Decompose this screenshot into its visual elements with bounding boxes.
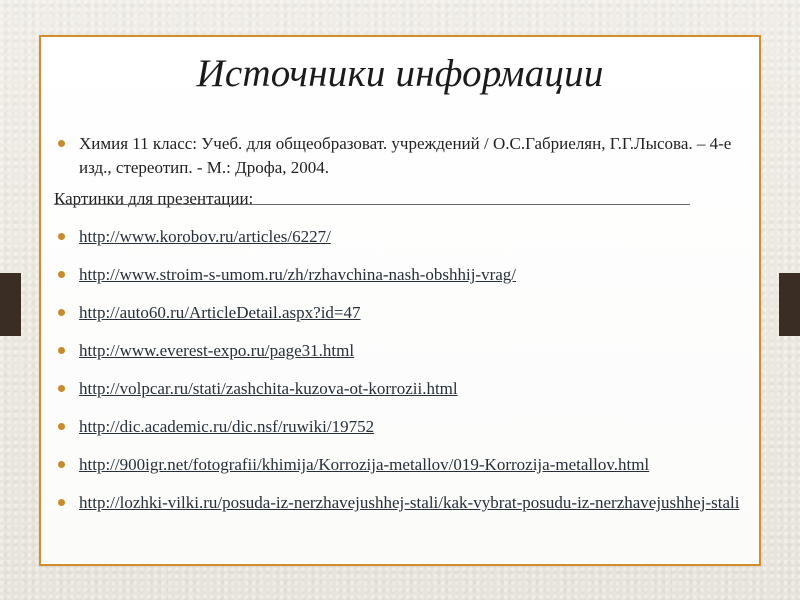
link-item: [54, 377, 758, 401]
link-item: [54, 263, 758, 287]
source-link[interactable]: http://900igr.net/fotografii/khimija/Korrozija-metallov/019-Korrozija-metallov.html: [79, 455, 650, 474]
slide-content: [54, 132, 758, 529]
links-list: [54, 225, 758, 515]
right-side-bar: [779, 273, 800, 336]
link-item: [54, 415, 758, 439]
source-item: [54, 132, 758, 180]
source-link[interactable]: http://www.stroim-s-umom.ru/zh/rzhavchina-nash-obshhij-vrag/: [79, 265, 517, 284]
link-item: [54, 225, 758, 249]
bullet-icon: [58, 461, 65, 468]
bullet-icon: [58, 499, 65, 506]
bullet-icon: [58, 309, 65, 316]
bullet-icon: [58, 385, 65, 392]
source-link[interactable]: http://auto60.ru/ArticleDetail.aspx?id=47: [79, 303, 361, 322]
slide-title: Источники информации: [196, 52, 604, 95]
link-item: [54, 339, 758, 363]
link-item: [54, 491, 758, 515]
source-text: Химия 11 класс: Учеб. для общеобразоват. учреждений / О.С.Габриелян, Г.Г.Лысова. – 4-е изд., стереотип. - М.: Дрофа, 2004.: [79, 134, 732, 177]
slide-frame: [39, 35, 761, 566]
bullet-icon: [58, 423, 65, 430]
bullet-icon: [58, 233, 65, 240]
link-item: [54, 301, 758, 325]
pictures-subheading: [54, 189, 758, 209]
bullet-icon: [58, 140, 65, 147]
bullet-icon: [58, 347, 65, 354]
left-side-bar: [0, 273, 21, 336]
source-link[interactable]: http://www.korobov.ru/articles/6227/: [79, 227, 331, 246]
bullet-icon: [58, 271, 65, 278]
source-link[interactable]: http://www.everest-expo.ru/page31.html: [79, 341, 355, 360]
source-link[interactable]: http://volpcar.ru/stati/zashchita-kuzova-ot-korrozii.html: [79, 379, 458, 398]
source-link[interactable]: http://lozhki-vilki.ru/posuda-iz-nerzhavejushhej-stali/kak-vybrat-posudu-iz-nerzhavejushhej-stali: [79, 493, 740, 512]
subheading-text: Картинки для презентации:: [54, 189, 254, 208]
source-link[interactable]: http://dic.academic.ru/dic.nsf/ruwiki/19752: [79, 417, 375, 436]
link-item: [54, 453, 758, 477]
